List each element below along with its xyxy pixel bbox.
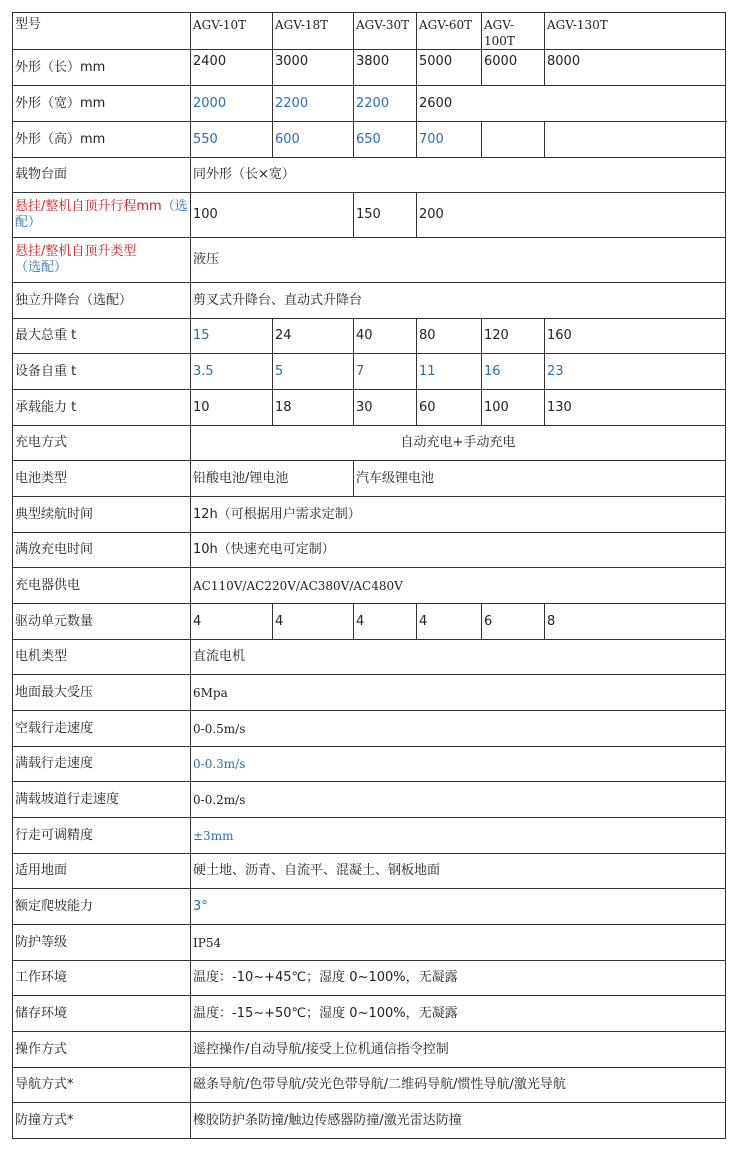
value-cell: 130 [545, 390, 726, 426]
value-cell: 3000 [273, 50, 354, 86]
value-cell: 600 [273, 122, 354, 158]
value-cell: 7 [354, 354, 417, 390]
label-drive-units: 驱动单元数量 [13, 604, 191, 640]
label-charging-mode: 充电方式 [13, 426, 191, 461]
label-battery-type: 电池类型 [13, 461, 191, 497]
row-ground [13, 854, 726, 889]
label-storage-env: 储存环境 [13, 996, 191, 1032]
label-empty-speed: 空载行走速度 [13, 711, 191, 747]
row-charge-time [13, 533, 726, 568]
label-height: 外形（高）mm [13, 122, 191, 158]
value-cell: 30 [354, 390, 417, 426]
model-cell: AGV-100T [482, 13, 545, 50]
label-independent-lift: 独立升降台（选配） [13, 283, 191, 319]
value-cell: ±3mm [191, 818, 726, 854]
value-cell: 23 [545, 354, 726, 390]
label-self-weight: 设备自重 t [13, 354, 191, 390]
value-cell: 11 [417, 354, 482, 390]
value-cell: 8000 [545, 50, 726, 86]
row-operation [13, 1032, 726, 1068]
value-cell: 3800 [354, 50, 417, 86]
label-platform: 载物台面 [13, 158, 191, 193]
row-height [13, 122, 726, 158]
row-model [13, 13, 726, 50]
value-cell: 2200 [273, 86, 354, 122]
label-work-env: 工作环境 [13, 961, 191, 996]
row-capacity [13, 390, 726, 426]
value-cell: 4 [354, 604, 417, 640]
label-charger-supply: 充电器供电 [13, 568, 191, 604]
value-cell: 550 [191, 122, 273, 158]
label-anticollision: 防撞方式* [13, 1103, 191, 1139]
agv-spec-table [12, 12, 726, 1139]
label-operation: 操作方式 [13, 1032, 191, 1068]
value-cell: 2200 [354, 86, 417, 122]
row-lift-stroke [13, 193, 726, 238]
row-storage-env [13, 996, 726, 1032]
value-cell: 5000 [417, 50, 482, 86]
row-endurance [13, 497, 726, 533]
value-cell: 120 [482, 319, 545, 354]
value-cell: 0-0.3m/s [191, 747, 726, 782]
row-loaded-slope-speed [13, 782, 726, 818]
row-length [13, 50, 726, 86]
value-cell: 2000 [191, 86, 273, 122]
label-motor-type: 电机类型 [13, 640, 191, 675]
value-cell: 直流电机 [191, 640, 726, 675]
value-cell: 40 [354, 319, 417, 354]
value-cell: 4 [417, 604, 482, 640]
row-max-total-weight [13, 319, 726, 354]
value-cell: 150 [354, 193, 417, 238]
label-red-part: 悬挂/整机自顶升类型 [15, 244, 137, 259]
row-drive-units [13, 604, 726, 640]
label-length: 外形（长）mm [13, 50, 191, 86]
value-cell: 12h（可根据用户需求定制） [191, 497, 726, 533]
label-loaded-speed: 满载行走速度 [13, 747, 191, 782]
label-optional-part: （选配） [15, 199, 188, 230]
label-loaded-slope-speed: 满载坡道行走速度 [13, 782, 191, 818]
label-protection: 防护等级 [13, 925, 191, 961]
row-battery-type [13, 461, 726, 497]
label-climb: 额定爬坡能力 [13, 889, 191, 925]
model-cell: AGV-130T [545, 13, 726, 50]
row-platform [13, 158, 726, 193]
row-charging-mode [13, 426, 726, 461]
value-cell: 2600 [417, 86, 726, 122]
label-red-part: 悬挂/整机自顶升行程mm [15, 199, 162, 214]
value-cell: 8 [545, 604, 726, 640]
row-ground-pressure [13, 675, 726, 711]
value-cell: 18 [273, 390, 354, 426]
row-width [13, 86, 726, 122]
value-cell: 同外形（长×宽） [191, 158, 726, 193]
row-climb [13, 889, 726, 925]
value-cell: 温度：-15~+50℃；湿度 0~100%，无凝露 [191, 996, 726, 1032]
label-precision: 行走可调精度 [13, 818, 191, 854]
row-lift-type [13, 238, 726, 283]
label-lift-stroke [13, 193, 191, 238]
value-cell: 剪叉式升降台、直动式升降台 [191, 283, 726, 319]
value-cell: 3.5 [191, 354, 273, 390]
value-cell: 磁条导航/色带导航/荧光色带导航/二维码导航/惯性导航/激光导航 [191, 1068, 726, 1103]
value-cell: 16 [482, 354, 545, 390]
value-cell: 24 [273, 319, 354, 354]
row-empty-speed [13, 711, 726, 747]
label-navigation: 导航方式* [13, 1068, 191, 1103]
model-cell: AGV-18T [273, 13, 354, 50]
value-cell: IP54 [191, 925, 726, 961]
value-cell: 0-0.5m/s [191, 711, 726, 747]
value-cell: 60 [417, 390, 482, 426]
value-cell: 10 [191, 390, 273, 426]
empty-cell [545, 122, 726, 158]
label-ground: 适用地面 [13, 854, 191, 889]
value-cell: 2400 [191, 50, 273, 86]
value-cell: 汽车级锂电池 [354, 461, 726, 497]
value-cell: 橡胶防护条防撞/触边传感器防撞/激光雷达防撞 [191, 1103, 726, 1139]
value-cell: 6 [482, 604, 545, 640]
row-navigation [13, 1068, 726, 1103]
value-cell: 700 [417, 122, 482, 158]
value-cell: 硬土地、沥青、自流平、混凝土、钢板地面 [191, 854, 726, 889]
row-independent-lift [13, 283, 726, 319]
row-anticollision [13, 1103, 726, 1139]
value-cell: 0-0.2m/s [191, 782, 726, 818]
model-cell: AGV-10T [191, 13, 273, 50]
value-cell: 自动充电+手动充电 [191, 426, 726, 461]
label-model: 型号 [13, 13, 191, 50]
value-cell: 4 [191, 604, 273, 640]
value-cell: AC110V/AC220V/AC380V/AC480V [191, 568, 726, 604]
row-loaded-speed [13, 747, 726, 782]
value-cell: 温度：-10~+45℃；湿度 0~100%，无凝露 [191, 961, 726, 996]
value-cell: 遥控操作/自动导航/接受上位机通信指令控制 [191, 1032, 726, 1068]
value-cell: 5 [273, 354, 354, 390]
row-charger-supply [13, 568, 726, 604]
value-cell: 160 [545, 319, 726, 354]
label-width: 外形（宽）mm [13, 86, 191, 122]
row-motor-type [13, 640, 726, 675]
label-optional-part: （选配） [15, 260, 68, 275]
empty-cell [482, 122, 545, 158]
value-cell: 铅酸电池/锂电池 [191, 461, 354, 497]
value-cell: 10h（快速充电可定制） [191, 533, 726, 568]
value-cell: 15 [191, 319, 273, 354]
value-cell: 650 [354, 122, 417, 158]
model-cell: AGV-60T [417, 13, 482, 50]
label-endurance: 典型续航时间 [13, 497, 191, 533]
value-cell: 100 [191, 193, 354, 238]
value-cell: 6000 [482, 50, 545, 86]
row-precision [13, 818, 726, 854]
value-cell: 4 [273, 604, 354, 640]
value-cell: 200 [417, 193, 726, 238]
value-cell: 100 [482, 390, 545, 426]
label-capacity: 承载能力 t [13, 390, 191, 426]
label-lift-type [13, 238, 191, 283]
value-cell: 6Mpa [191, 675, 726, 711]
value-cell: 液压 [191, 238, 726, 283]
value-cell: 80 [417, 319, 482, 354]
row-self-weight [13, 354, 726, 390]
label-ground-pressure: 地面最大受压 [13, 675, 191, 711]
label-charge-time: 满放充电时间 [13, 533, 191, 568]
model-cell: AGV-30T [354, 13, 417, 50]
row-work-env [13, 961, 726, 996]
value-cell: 3° [191, 889, 726, 925]
row-protection [13, 925, 726, 961]
label-max-total-weight: 最大总重 t [13, 319, 191, 354]
